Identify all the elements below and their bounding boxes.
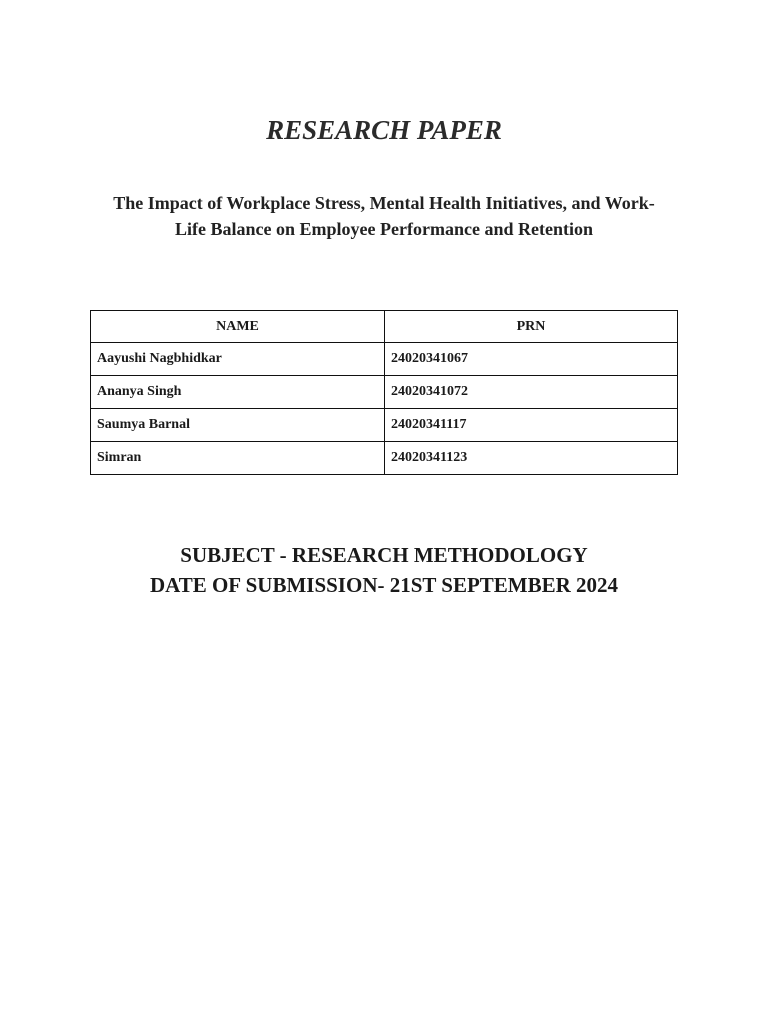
author-prn: 24020341072 (385, 376, 678, 409)
table-header-row (91, 311, 678, 343)
table-row (91, 343, 678, 376)
paper-title (90, 190, 678, 242)
author-name: Aayushi Nagbhidkar (91, 343, 385, 376)
authors-table (90, 310, 678, 475)
paper-title-line-1: The Impact of Workplace Stress, Mental Health Initiatives, and Work- (113, 193, 655, 213)
column-header-name: NAME (91, 311, 385, 343)
table-row (91, 376, 678, 409)
table-row (91, 442, 678, 475)
page-heading: RESEARCH PAPER (266, 115, 502, 145)
author-prn: 24020341117 (385, 409, 678, 442)
column-header-prn: PRN (385, 311, 678, 343)
paper-title-line-2: Life Balance on Employee Performance and Retention (175, 219, 593, 239)
author-name: Simran (91, 442, 385, 475)
author-prn: 24020341067 (385, 343, 678, 376)
author-name: Ananya Singh (91, 376, 385, 409)
subject-line: SUBJECT - RESEARCH METHODOLOGY (180, 543, 588, 567)
submission-info (0, 540, 768, 600)
author-name: Saumya Barnal (91, 409, 385, 442)
author-prn: 24020341123 (385, 442, 678, 475)
table-row (91, 409, 678, 442)
submission-date-line: DATE OF SUBMISSION- 21ST SEPTEMBER 2024 (149, 573, 619, 597)
